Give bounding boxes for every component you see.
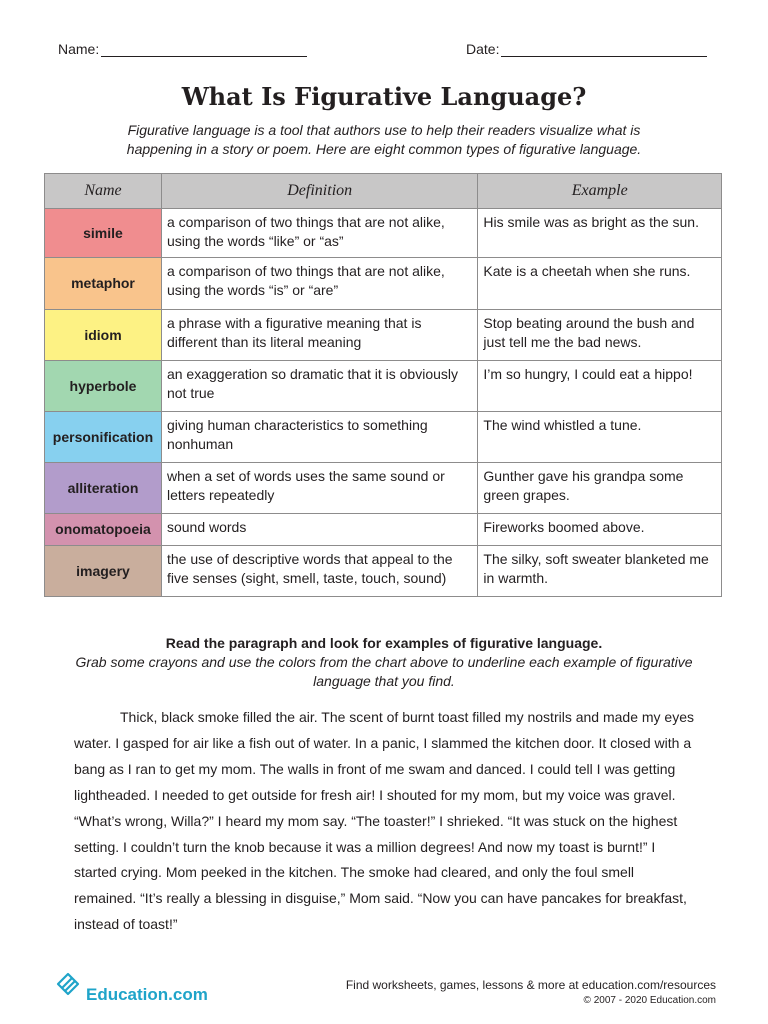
- example-cell: Kate is a cheetah when she runs.: [478, 258, 722, 310]
- table-row: [45, 209, 722, 258]
- intro-line-1: Figurative language is a tool that authors use to help their readers visualize what is: [127, 122, 641, 138]
- date-label: Date:: [466, 41, 500, 57]
- table-row: [45, 361, 722, 412]
- definition-cell: the use of descriptive words that appeal to the five senses (sight, smell, taste, touch, sound): [161, 546, 477, 597]
- name-line[interactable]: [101, 40, 307, 57]
- example-cell: I’m so hungry, I could eat a hippo!: [478, 361, 722, 412]
- type-name-cell: hyperbole: [45, 361, 162, 412]
- story-paragraph: Thick, black smoke filled the air. The scent of burnt toast filled my nostrils and made my eyes water. I gasped for air like a fish out of water. In a panic, I slammed the kitchen door. It closed with a bang as I ran to get my mom. The walls in front of me swam and danced. I could tell I was getting lightheaded. I needed to get outside for fresh air! I shouted for my mom, but my voice was gravel. “What’s wrong, Willa?” I heard my mom say. “The toaster!” I shrieked. “It was stuck on the highest setting. I couldn’t turn the knob because it was a million degrees! And now my toast is burnt!” I started crying. Mom peeked in the kitchen. The smoke had cleared, and only the foul smell remained. “It’s really a blessing in disguise,” Mom said. “Now you can have pancakes for breakfast, instead of toast!”: [74, 709, 694, 933]
- definition-cell: when a set of words uses the same sound or letters repeatedly: [161, 463, 477, 514]
- definition-cell: giving human characteristics to something nonhuman: [161, 412, 477, 463]
- example-cell: Fireworks boomed above.: [478, 514, 722, 546]
- example-cell: Stop beating around the bush and just tell me the bad news.: [478, 310, 722, 361]
- example-cell: His smile was as bright as the sun.: [478, 209, 722, 258]
- definition-cell: an exaggeration so dramatic that it is obviously not true: [161, 361, 477, 412]
- name-field[interactable]: [58, 40, 307, 57]
- example-cell: The silky, soft sweater blanketed me in warmth.: [478, 546, 722, 597]
- table-header-row: [45, 174, 722, 209]
- type-name-cell: metaphor: [45, 258, 162, 310]
- type-name-cell: personification: [45, 412, 162, 463]
- header-name: Name: [45, 174, 162, 209]
- education-logo-icon: [52, 968, 84, 1005]
- table-row: [45, 412, 722, 463]
- table-row: [45, 514, 722, 546]
- date-field[interactable]: [466, 40, 707, 57]
- table-row: [45, 310, 722, 361]
- table-row: [45, 258, 722, 310]
- instructions-bold: Read the paragraph and look for examples of figurative language.: [165, 635, 603, 651]
- type-name-cell: alliteration: [45, 463, 162, 514]
- page-title: What Is Figurative Language?: [181, 82, 587, 111]
- definition-cell: a phrase with a figurative meaning that is different than its literal meaning: [161, 310, 477, 361]
- type-name-cell: onomatopoeia: [45, 514, 162, 546]
- definition-cell: a comparison of two things that are not alike, using the words “is” or “are”: [161, 258, 477, 310]
- definition-cell: a comparison of two things that are not alike, using the words “like” or “as”: [161, 209, 477, 258]
- type-name-cell: imagery: [45, 546, 162, 597]
- example-cell: The wind whistled a tune.: [478, 412, 722, 463]
- instructions-italic: Grab some crayons and use the colors from the chart above to underline each example of figurative language that you find.: [75, 654, 693, 689]
- type-name-cell: simile: [45, 209, 162, 258]
- education-logo[interactable]: [52, 968, 208, 1005]
- footer-tagline[interactable]: Find worksheets, games, lessons & more at education.com/resources: [345, 978, 716, 992]
- copyright: © 2007 - 2020 Education.com: [583, 995, 716, 1006]
- header-example: Example: [478, 174, 722, 209]
- intro-line-2: happening in a story or poem. Here are eight common types of figurative language.: [126, 141, 642, 157]
- intro-text: [100, 121, 668, 159]
- example-cell: Gunther gave his grandpa some green grapes.: [478, 463, 722, 514]
- definition-cell: sound words: [161, 514, 477, 546]
- header-definition: Definition: [161, 174, 477, 209]
- table-row: [45, 463, 722, 514]
- instructions: [60, 634, 708, 691]
- footer: [346, 977, 716, 1009]
- table-row: [45, 546, 722, 597]
- logo-text: Education.com: [86, 985, 208, 1004]
- figurative-language-table: [44, 173, 722, 597]
- type-name-cell: idiom: [45, 310, 162, 361]
- name-label: Name:: [58, 41, 100, 57]
- date-line[interactable]: [501, 40, 707, 57]
